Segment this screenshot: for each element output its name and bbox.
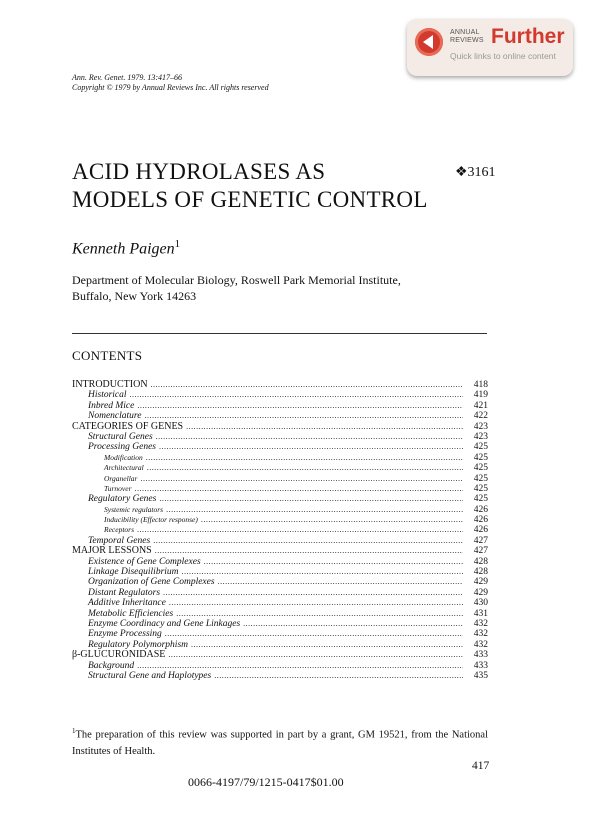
toc-leader (214, 671, 463, 681)
toc-page: 433 (473, 650, 488, 661)
toc-label: Structural Gene and Haplotypes (88, 670, 212, 681)
toc-label: Organellar (104, 473, 138, 483)
toc-label: Metabolic Efficiencies (88, 608, 174, 619)
toc-leader (140, 474, 463, 484)
toc-row (72, 577, 488, 587)
toc-row (72, 650, 488, 660)
toc-leader (146, 453, 463, 463)
toc-label: Enzyme Coordinacy and Gene Linkages (88, 618, 241, 629)
toc-row (72, 546, 488, 556)
toc-label: Regulatory Polymorphism (88, 639, 189, 650)
toc-leader (165, 629, 463, 639)
toc-row (72, 588, 488, 598)
issn-code: 0066-4197/79/1215-0417$01.00 (188, 775, 344, 789)
toc-row (72, 598, 488, 608)
toc-leader (201, 515, 463, 525)
title-line-2: MODELS OF GENETIC CONTROL (72, 187, 428, 212)
toc-label: Temporal Genes (88, 535, 151, 546)
toc-leader (159, 442, 463, 452)
article-title (72, 158, 428, 214)
toc-row (72, 619, 488, 629)
toc-row (72, 515, 488, 525)
toc-leader (144, 411, 463, 421)
affiliation-line-2: Buffalo, New York 14263 (72, 289, 197, 303)
annual-reviews-further-badge[interactable] (407, 19, 573, 76)
toc-page: 425 (473, 452, 488, 463)
badge-small-line2: REVIEWS (450, 37, 484, 44)
affiliation-line-1: Department of Molecular Biology, Roswell Park Memorial Institute, (72, 273, 401, 287)
toc-page: 427 (473, 546, 488, 557)
badge-small-line1: ANNUAL (450, 29, 480, 36)
toc-page: 429 (473, 577, 488, 588)
toc-label: Receptors (104, 525, 134, 535)
toc-page: 427 (473, 535, 488, 546)
toc-page: 425 (473, 473, 488, 484)
toc-label: β-GLUCURONIDASE (72, 650, 166, 661)
toc-leader (182, 567, 463, 577)
toc-row (72, 411, 488, 421)
toc-page: 435 (473, 670, 488, 681)
toc-page: 433 (473, 660, 488, 671)
toc-page: 426 (473, 504, 488, 515)
toc-label: MAJOR LESSONS (72, 546, 152, 557)
title-line-1: ACID HYDROLASES AS (72, 159, 326, 184)
toc-page: 431 (473, 608, 488, 619)
toc-row (72, 422, 488, 432)
toc-page: 425 (473, 494, 488, 505)
author-footnote-mark: 1 (174, 238, 181, 250)
toc-label: CATEGORIES OF GENES (72, 421, 184, 432)
toc-row (72, 453, 488, 463)
toc-page: 425 (473, 483, 488, 494)
badge-title: Further (491, 25, 565, 48)
toc-page: 432 (473, 629, 488, 640)
toc-leader (135, 484, 463, 494)
author-name (72, 238, 180, 258)
toc-label: Turnover (104, 483, 132, 493)
toc-label: Organization of Gene Complexes (88, 577, 215, 588)
badge-small-text (450, 29, 484, 45)
toc-page: 423 (473, 421, 488, 432)
toc-page: 418 (473, 380, 488, 390)
toc-leader (166, 505, 463, 515)
toc-row (72, 557, 488, 567)
toc-label: Enzyme Processing (88, 629, 162, 640)
toc-leader (130, 390, 463, 400)
journal-copyright: Copyright © 1979 by Annual Reviews Inc. All rights reserved (72, 83, 269, 92)
toc-page: 422 (473, 411, 488, 422)
toc-page: 428 (473, 567, 488, 578)
toc-leader (218, 577, 463, 587)
toc-row (72, 494, 488, 504)
toc-leader (137, 401, 463, 411)
footnote (72, 723, 488, 760)
toc-label: Architectural (104, 463, 144, 473)
toc-page: 426 (473, 525, 488, 536)
toc-row (72, 474, 488, 484)
toc-label: Nomenclature (88, 411, 142, 422)
toc-row (72, 401, 488, 411)
toc-page: 421 (473, 400, 488, 411)
toc-leader (191, 640, 463, 650)
toc-label: Linkage Disequilibrium (88, 567, 179, 578)
toc-page: 429 (473, 587, 488, 598)
toc-leader (176, 609, 463, 619)
toc-label: Inducibility (Effector response) (104, 515, 198, 525)
footnote-text: The preparation of this review was supported in part by a grant, GM 19521, from the National Institutes of Health. (72, 729, 488, 757)
toc-label: Historical (88, 390, 127, 401)
toc-page: 430 (473, 598, 488, 609)
toc-row (72, 525, 488, 535)
contents-heading: CONTENTS (72, 348, 143, 363)
toc-page: 425 (473, 463, 488, 474)
journal-citation: Ann. Rev. Genet. 1979. 13:417–66 (72, 73, 183, 82)
toc-page: 425 (473, 442, 488, 453)
toc-leader (169, 598, 463, 608)
toc-row (72, 629, 488, 639)
page-number: 417 (472, 760, 490, 772)
toc-page: 426 (473, 515, 488, 526)
author-affiliation (72, 272, 401, 304)
toc-label: INTRODUCTION (72, 380, 148, 390)
toc-row (72, 432, 488, 442)
toc-leader (153, 536, 463, 546)
toc-leader (163, 588, 463, 598)
toc-leader (151, 380, 463, 390)
toc-row (72, 505, 488, 515)
author-text: Kenneth Paigen (72, 240, 175, 258)
toc-row (72, 661, 488, 671)
footnote-mark: 1 (72, 727, 76, 735)
toc-label: Distant Regulators (88, 587, 161, 598)
toc-label: Structural Genes (88, 431, 153, 442)
toc-leader (155, 546, 463, 556)
journal-citation-block (72, 73, 269, 93)
toc-leader (159, 494, 463, 504)
toc-leader (156, 432, 463, 442)
toc-leader (147, 463, 463, 473)
play-arrow-icon (415, 28, 443, 56)
toc-row (72, 380, 488, 390)
toc-row (72, 390, 488, 400)
toc-row (72, 640, 488, 650)
toc-page: 432 (473, 639, 488, 650)
toc-label: Modification (104, 452, 143, 462)
toc-label: Processing Genes (88, 442, 156, 453)
toc-page: 423 (473, 431, 488, 442)
toc-row (72, 609, 488, 619)
toc-row (72, 671, 488, 681)
toc-leader (186, 422, 463, 432)
toc-label: Additive Inheritance (88, 598, 166, 609)
toc-label: Regulatory Genes (88, 494, 157, 505)
toc-label: Inbred Mice (88, 400, 135, 411)
toc-leader (137, 661, 463, 671)
toc-row (72, 463, 488, 473)
toc-row (72, 484, 488, 494)
toc-row (72, 567, 488, 577)
section-divider (72, 333, 487, 334)
toc-page: 428 (473, 556, 488, 567)
table-of-contents (72, 380, 488, 681)
toc-leader (137, 525, 463, 535)
toc-leader (168, 650, 463, 660)
toc-label: Background (88, 660, 135, 671)
article-code: ❖3161 (455, 165, 496, 180)
badge-subtitle: Quick links to online content (450, 51, 556, 61)
toc-row (72, 442, 488, 452)
toc-leader (243, 619, 463, 629)
toc-row (72, 536, 488, 546)
toc-label: Existence of Gene Complexes (88, 556, 201, 567)
toc-page: 419 (473, 390, 488, 401)
toc-page: 432 (473, 618, 488, 629)
toc-leader (204, 557, 463, 567)
toc-label: Systemic regulators (104, 504, 164, 514)
